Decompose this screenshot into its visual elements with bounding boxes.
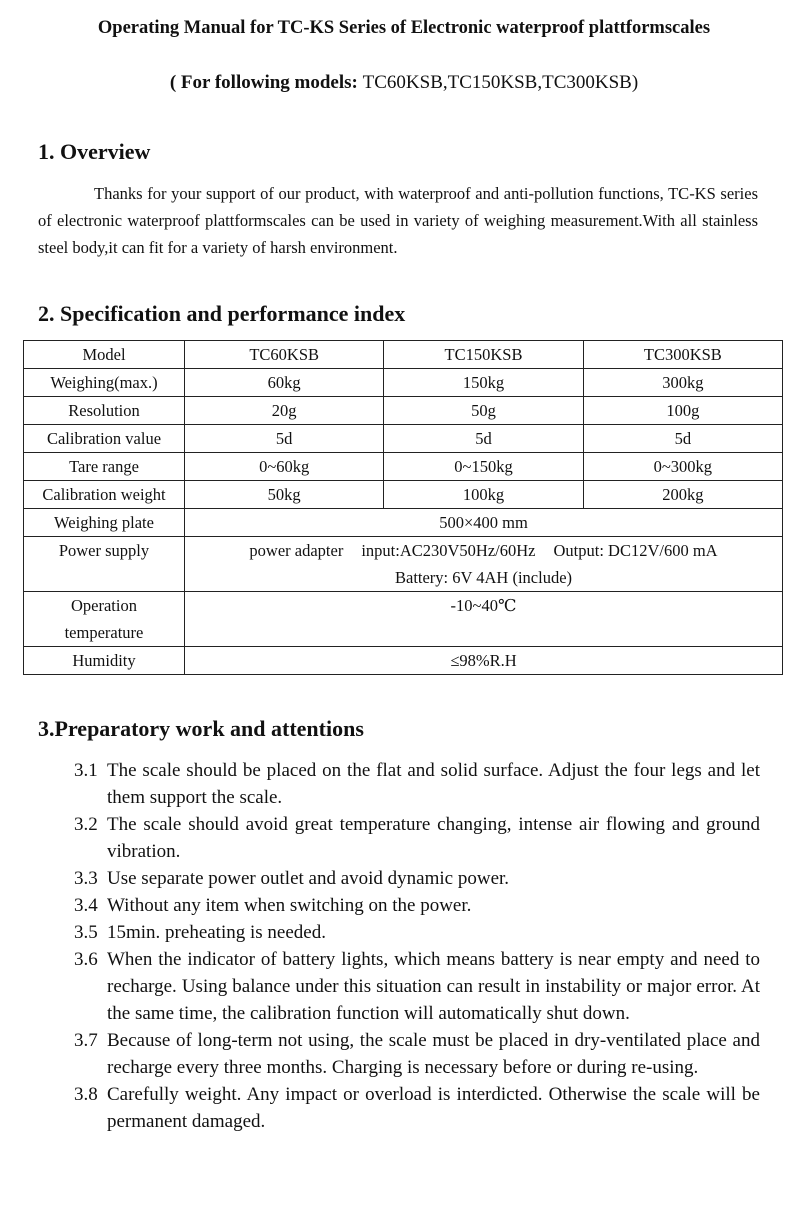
humidity-value: ≤98%R.H (185, 647, 783, 675)
table-row (24, 592, 783, 647)
table-cell: TC150KSB (384, 341, 583, 369)
row-label: Tare range (24, 453, 185, 481)
battery-line: Battery: 6V 4AH (include) (394, 568, 573, 587)
operation-temp-value: -10~40℃ (185, 592, 783, 647)
prep-heading: 3.Preparatory work and attentions (38, 716, 364, 741)
table-row (24, 537, 783, 592)
list-item (74, 919, 760, 946)
table-cell: 5d (583, 425, 782, 453)
operation-label-line1: Operation (71, 596, 137, 615)
item-number: 3.1 (74, 760, 98, 781)
operation-label-line2: temperature (64, 623, 144, 642)
row-label: Power supply (24, 537, 185, 592)
table-cell: 50kg (185, 481, 384, 509)
table-cell: 200kg (583, 481, 782, 509)
list-item (74, 757, 760, 811)
table-cell: 150kg (384, 369, 583, 397)
table-cell: 60kg (185, 369, 384, 397)
weighing-plate-value: 500×400 mm (185, 509, 783, 537)
list-item (74, 865, 760, 892)
table-row (24, 341, 783, 369)
spec-table-body (24, 341, 783, 675)
overview-heading: 1. Overview (38, 139, 151, 164)
row-label: Calibration weight (24, 481, 185, 509)
item-text: Without any item when switching on the power. (107, 895, 472, 916)
spec-table (23, 340, 783, 675)
item-number: 3.8 (74, 1084, 98, 1105)
table-cell: 300kg (583, 369, 782, 397)
spec-heading: 2. Specification and performance index (38, 301, 406, 326)
prep-list (74, 757, 760, 1135)
power-supply-cell (185, 537, 783, 592)
table-cell: 0~150kg (384, 453, 583, 481)
power-adapter-line (185, 537, 782, 564)
table-cell: 100g (583, 397, 782, 425)
table-cell: 100kg (384, 481, 583, 509)
table-row (24, 481, 783, 509)
item-text: Use separate power outlet and avoid dynamic power. (107, 868, 510, 889)
document-title: Operating Manual for TC-KS Series of Electronic waterproof plattformscales (97, 18, 711, 38)
item-number: 3.3 (74, 868, 98, 889)
item-text: When the indicator of battery lights, which means battery is near empty and need to recharge. Using balance under this situation can result in instability or major error. At the same time, the calibration function will automatically shut down. (107, 949, 760, 1024)
row-label (24, 592, 185, 647)
table-row (24, 397, 783, 425)
list-item (74, 892, 760, 919)
row-label: Weighing plate (24, 509, 185, 537)
item-text: The scale should be placed on the flat and solid surface. Adjust the four legs and let them support the scale. (107, 760, 760, 808)
item-number: 3.6 (74, 949, 98, 970)
table-row (24, 453, 783, 481)
list-item (74, 811, 760, 865)
item-number: 3.4 (74, 895, 98, 916)
item-text: The scale should avoid great temperature changing, intense air flowing and ground vibration. (107, 814, 760, 862)
table-cell: TC60KSB (185, 341, 384, 369)
table-cell: 50g (384, 397, 583, 425)
table-row (24, 425, 783, 453)
item-number: 3.5 (74, 922, 98, 943)
table-row (24, 509, 783, 537)
table-cell: 20g (185, 397, 384, 425)
list-item (74, 1027, 760, 1081)
table-row (24, 647, 783, 675)
item-text: 15min. preheating is needed. (107, 922, 326, 943)
item-number: 3.2 (74, 814, 98, 835)
row-label: Model (24, 341, 185, 369)
item-text: Because of long-term not using, the scale must be placed in dry-ventilated place and recharge every three months. Charging is necessary before or during re-using. (107, 1030, 760, 1078)
list-item (74, 946, 760, 1027)
list-item (74, 1081, 760, 1135)
table-cell: 0~60kg (185, 453, 384, 481)
table-cell: 5d (185, 425, 384, 453)
document-subtitle (0, 72, 808, 94)
table-cell: TC300KSB (583, 341, 782, 369)
item-number: 3.7 (74, 1030, 98, 1051)
table-row (24, 369, 783, 397)
row-label: Humidity (24, 647, 185, 675)
subtitle-prefix: ( For following models: (169, 72, 363, 93)
overview-paragraph: Thanks for your support of our product, with waterproof and anti-pollution functions, TC-KS series of electronic waterproof plattformscales can be used in variety of weighing measurement.With all stainless steel body,it can fit for a variety of harsh environment. (38, 184, 758, 257)
item-text: Carefully weight. Any impact or overload is interdicted. Otherwise the scale will be permanent damaged. (107, 1084, 760, 1132)
table-cell: 0~300kg (583, 453, 782, 481)
power-output: Output: DC12V/600 mA (553, 541, 718, 560)
power-input: input:AC230V50Hz/60Hz (361, 541, 536, 560)
table-cell: 5d (384, 425, 583, 453)
row-label: Weighing(max.) (24, 369, 185, 397)
row-label: Calibration value (24, 425, 185, 453)
power-adapter: power adapter (249, 541, 344, 560)
row-label: Resolution (24, 397, 185, 425)
subtitle-models: TC60KSB,TC150KSB,TC300KSB) (362, 72, 639, 93)
